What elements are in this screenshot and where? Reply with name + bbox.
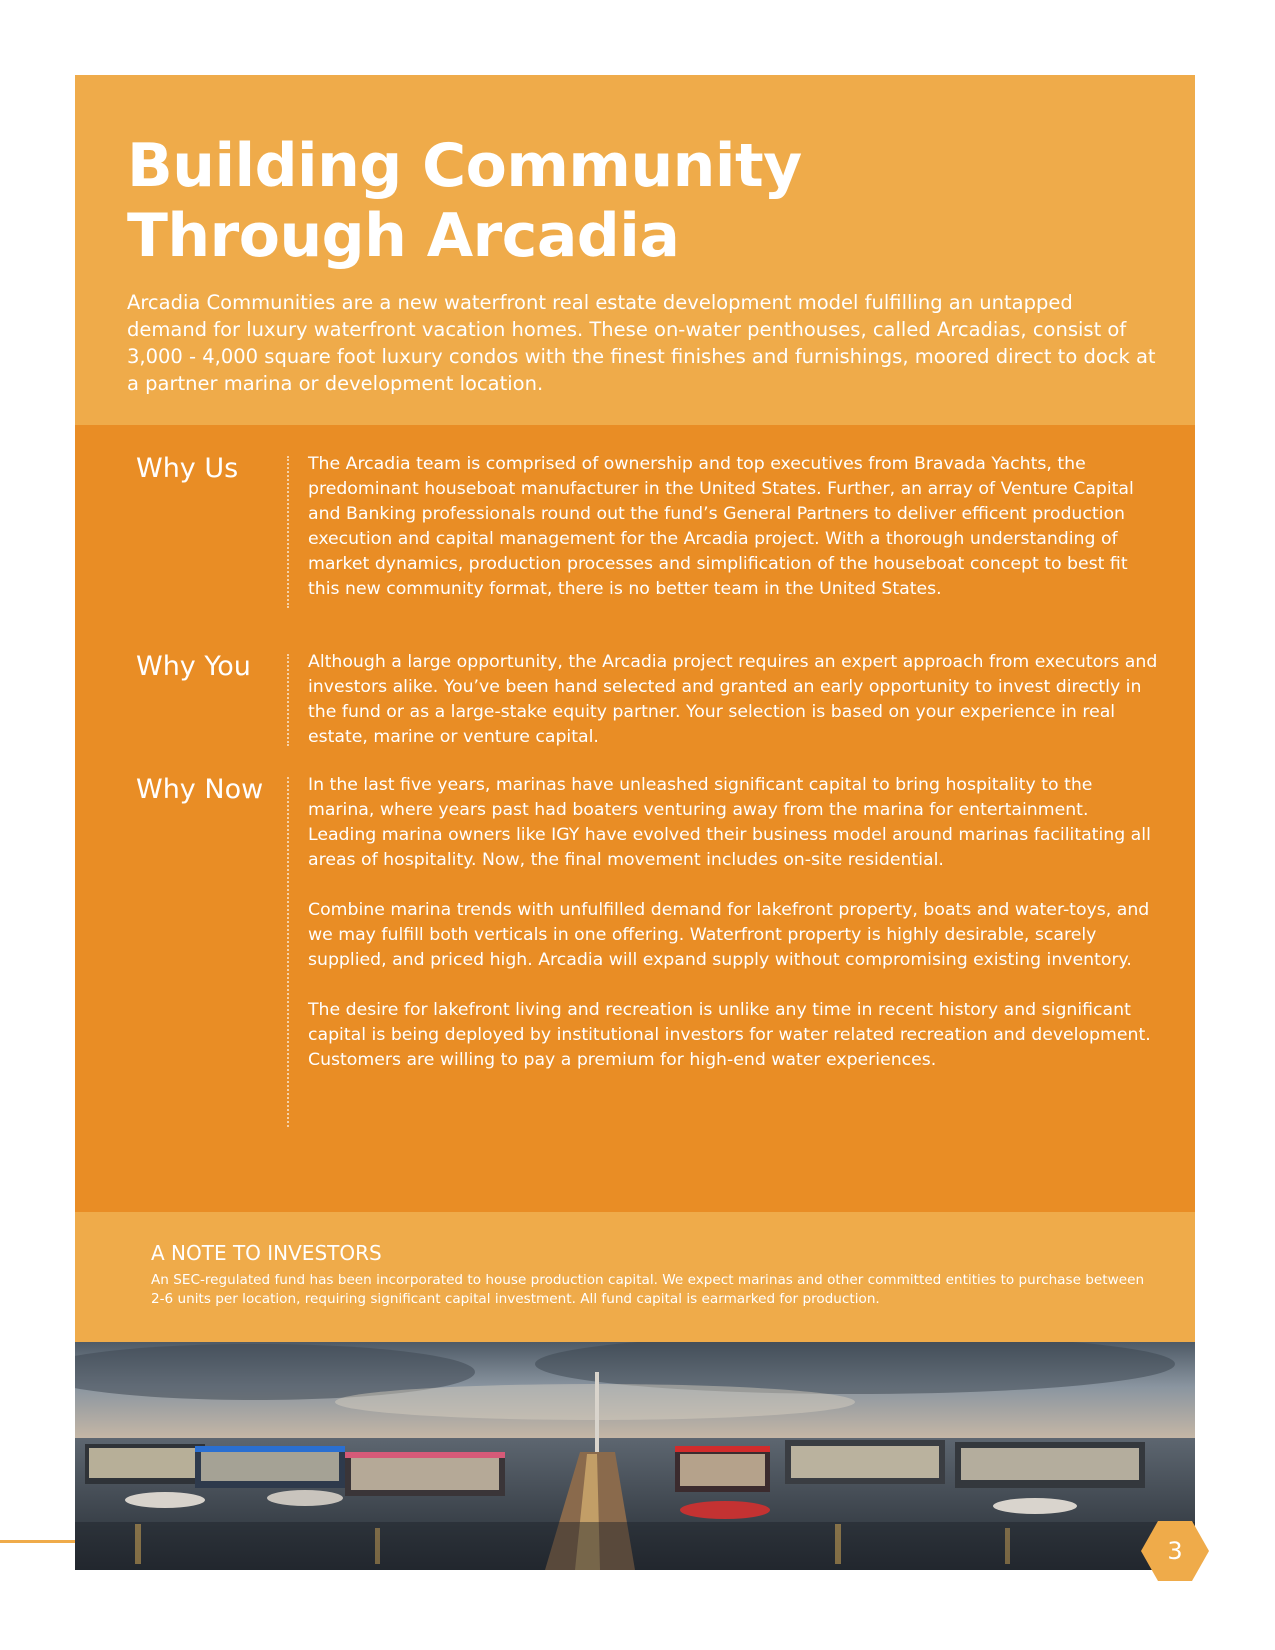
- page-number-badge: [1141, 1521, 1209, 1581]
- section-divider: [287, 654, 289, 746]
- section-paragraph: The Arcadia team is comprised of ownership and top executives from Bravada Yachts, the predominant houseboat manufacturer in the United States. Further, an array of Venture Capital and Banking professionals round out the fund’s General Partners to deliver efficent production execution and capital management for the Arcadia project. With a thorough understanding of market dynamics, production processes and simplification of the houseboat concept to best fit this new community format, there is no better team in the United States.: [308, 454, 1134, 599]
- section-body: [308, 773, 1158, 1073]
- section-paragraph: Combine marina trends with unfulfilled demand for lakefront property, boats and water-toys, and we may fulfill both verticals in one offering. Waterfront property is highly desirable, scarely supplied, and priced high. Arcadia will expand supply without compromising existing inventory.: [308, 900, 1150, 970]
- note-body: An SEC-regulated fund has been incorporated to house production capital. We expect marinas and other committed entities to purchase between 2-6 units per location, requiring significant capital investment. All fund capital is earmarked for production.: [151, 1272, 1145, 1307]
- section-divider: [287, 456, 289, 608]
- page-title-line-1: Building Community: [127, 131, 802, 201]
- intro-paragraph: Arcadia Communities are a new waterfront real estate development model fulfilling an untapped demand for luxury waterfront vacation homes. These on-water penthouses, called Arcadias, consist of 3,000 - 4,000 square foot luxury condos with the finest finishes and furnishings, moored direct to dock at a partner marina or development location.: [127, 291, 1156, 395]
- section-why-now: [75, 773, 1195, 1133]
- section-body: [308, 650, 1158, 750]
- marina-photo: [75, 1342, 1195, 1570]
- page-panel: [75, 75, 1195, 1570]
- section-why-us: [75, 452, 1195, 612]
- section-paragraph: In the last five years, marinas have unleashed significant capital to bring hospitality to the marina, where years past had boaters venturing away from the marina for entertainment. Leading marina owners like IGY have evolved their business model around marinas facilitating all areas of hospitality. Now, the final movement includes on-site residential.: [308, 775, 1151, 870]
- marina-illustration: [75, 1342, 1195, 1570]
- page-number: 3: [1167, 1537, 1183, 1565]
- section-divider: [287, 777, 289, 1127]
- page-title-line-2: Through Arcadia: [127, 201, 680, 271]
- section-paragraph: The desire for lakefront living and recreation is unlike any time in recent history and significant capital is being deployed by institutional investors for water related recreation and development. Customers are willing to pay a premium for high-end water experiences.: [308, 1000, 1151, 1070]
- section-paragraph: Although a large opportunity, the Arcadia project requires an expert approach from executors and investors alike. You’ve been hand selected and granted an early opportunity to invest directly in the fund or as a large-stake equity partner. Your selection is based on your experience in real estate, marine or venture capital.: [308, 652, 1158, 747]
- section-body: [308, 452, 1158, 602]
- investor-note: [75, 1212, 1195, 1342]
- section-why-you: [75, 650, 1195, 750]
- page-edge-rule: [0, 1540, 75, 1543]
- section-label: Why Now: [136, 774, 264, 805]
- note-title: A NOTE TO INVESTORS: [151, 1241, 382, 1265]
- section-label: Why You: [136, 651, 251, 682]
- hero-band: [75, 75, 1195, 425]
- page-title: [127, 131, 1027, 271]
- section-label: Why Us: [136, 453, 239, 484]
